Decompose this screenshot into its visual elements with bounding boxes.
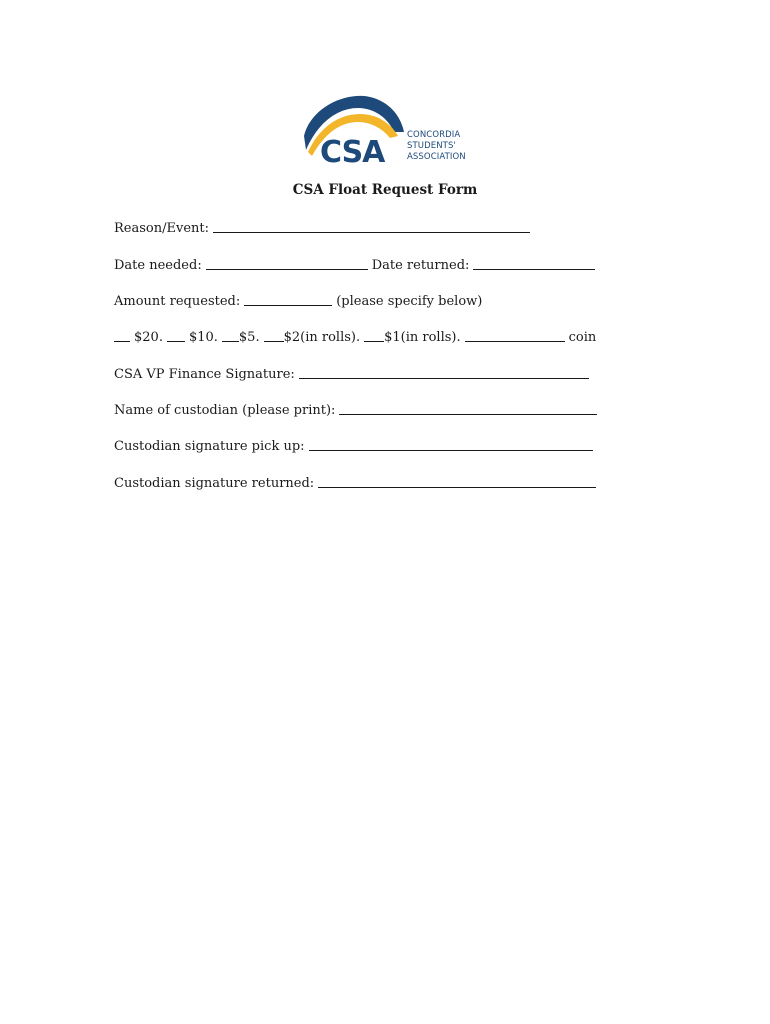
- csa-logo: [300, 92, 475, 166]
- d5-field[interactable]: [222, 329, 239, 342]
- logo-line-1: CONCORDIA: [407, 130, 461, 140]
- vp-signature-field[interactable]: [299, 366, 589, 379]
- vp-signature-row: [114, 365, 593, 382]
- custodian-name-field[interactable]: [339, 402, 597, 415]
- csa-logo-mark: [300, 92, 410, 166]
- pickup-signature-row: [114, 437, 597, 454]
- amount-field[interactable]: [244, 293, 332, 306]
- custodian-name-label: Name of custodian (please print):: [114, 403, 336, 418]
- amount-row: [114, 292, 482, 309]
- logo-wordmark: [407, 130, 466, 163]
- logo-line-2: STUDENTS': [407, 141, 456, 151]
- custodian-name-row: [114, 401, 601, 418]
- date-returned-field[interactable]: [473, 257, 595, 270]
- denominations-row: [114, 328, 596, 345]
- d2-field[interactable]: [264, 329, 284, 342]
- coin-field[interactable]: [465, 329, 565, 342]
- dates-row: [114, 256, 599, 273]
- d10-field[interactable]: [167, 329, 185, 342]
- returned-signature-label: Custodian signature returned:: [114, 476, 315, 491]
- reason-field[interactable]: [213, 220, 530, 233]
- reason-label: Reason/Event:: [114, 221, 209, 236]
- date-returned-label: Date returned:: [371, 258, 470, 273]
- returned-signature-row: [114, 474, 600, 491]
- d5-label: $5.: [238, 330, 260, 345]
- d2-label: $2(in rolls).: [283, 330, 361, 345]
- date-needed-label: Date needed:: [114, 258, 202, 273]
- amount-label: Amount requested:: [114, 294, 241, 309]
- reason-row: [114, 219, 534, 236]
- svg-text:CSA: CSA: [320, 135, 385, 166]
- d1-field[interactable]: [364, 329, 384, 342]
- amount-note: (please specify below): [336, 294, 483, 309]
- d20-label: $20.: [134, 330, 163, 345]
- returned-signature-field[interactable]: [318, 475, 596, 488]
- coin-label: coin: [568, 330, 597, 345]
- d20-field[interactable]: [114, 329, 130, 342]
- pickup-signature-field[interactable]: [309, 438, 593, 451]
- date-needed-field[interactable]: [206, 257, 368, 270]
- vp-signature-label: CSA VP Finance Signature:: [114, 367, 295, 382]
- logo-line-3: ASSOCIATION: [407, 152, 466, 162]
- form-title: CSA Float Request Form: [292, 182, 478, 198]
- d1-label: $1(in rolls).: [384, 330, 461, 345]
- pickup-signature-label: Custodian signature pick up:: [114, 439, 305, 454]
- d10-label: $10.: [188, 330, 218, 345]
